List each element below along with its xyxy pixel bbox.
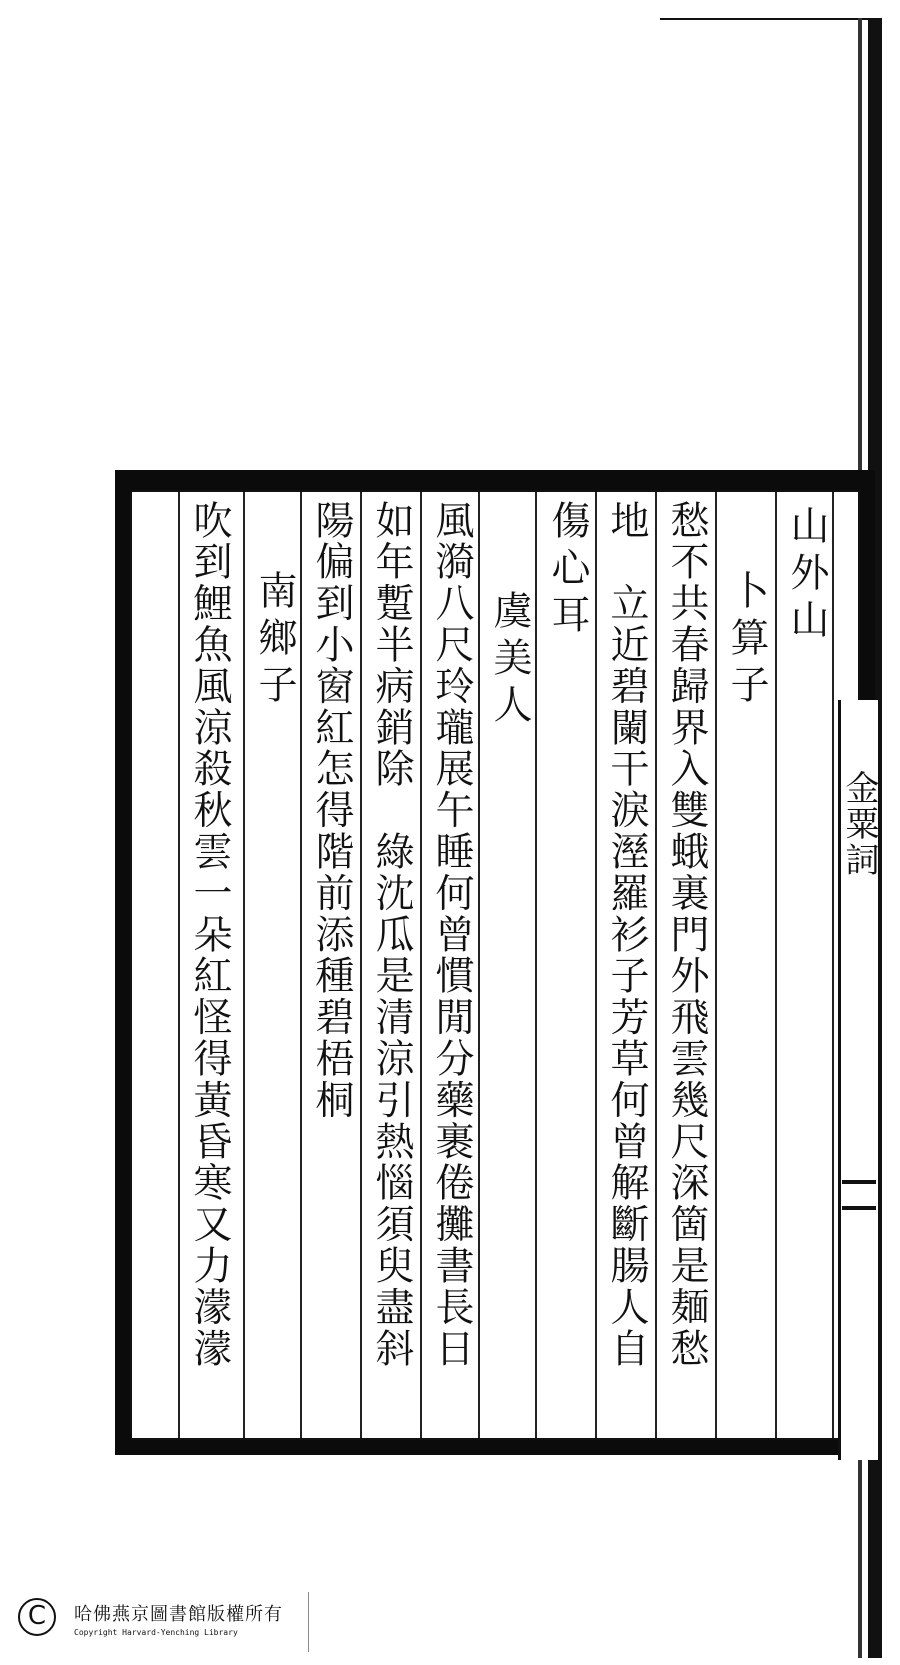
- column-rule: [655, 492, 657, 1438]
- column-rule: [595, 492, 597, 1438]
- column-text: 愁不共春歸界入雙蛾裏門外飛雲幾尺深箇是麺愁: [664, 500, 709, 1370]
- column-rule: [832, 492, 834, 1438]
- copyright-chinese: 哈佛燕京圖書館版權所有: [74, 1604, 283, 1625]
- copyright-icon: C: [18, 1598, 56, 1636]
- column-rule: [715, 492, 717, 1438]
- fish-tail-mark: [842, 1180, 876, 1210]
- column-rule: [360, 492, 362, 1438]
- column-text: 陽偏到小窗紅怎得階前添種碧梧桐: [309, 500, 354, 1121]
- column-rule: [300, 492, 302, 1438]
- top-edge-rule: [660, 18, 882, 20]
- copyright-stamp: [8, 1592, 309, 1652]
- column-cipai-yumeiren: 虞美人: [487, 590, 532, 731]
- copyright-english: Copyright Harvard-Yenching Library: [74, 1628, 238, 1637]
- column-rule: [478, 492, 480, 1438]
- column-text: 吹到鯉魚風涼殺秋雲一朵紅怪得黃昏寒又力濛濛: [187, 500, 232, 1370]
- banxin-title: 金粟詞: [839, 770, 879, 878]
- column-rule: [178, 492, 180, 1438]
- column-text: 傷心耳: [545, 500, 590, 641]
- column-rule: [243, 492, 245, 1438]
- column-text: 地 立近碧闌干淚溼羅衫子芳草何曾解斷腸人自: [604, 500, 649, 1370]
- column-cipai-busuanzi: 卜算子: [724, 570, 769, 711]
- column-text: 風漪八尺玲瓏展午睡何曾慣閒分藥裹倦攤書長日: [429, 500, 474, 1370]
- column-rule: [535, 492, 537, 1438]
- column-rule: [420, 492, 422, 1438]
- column-title-shanwaishan: 山外山: [784, 505, 829, 646]
- column-rule: [775, 492, 777, 1438]
- column-cipai-nanxiangzi: 南鄉子: [252, 570, 297, 711]
- column-text: 如年蹔半病銷除 綠沈瓜是清涼引熱惱須臾盡斜: [369, 500, 414, 1370]
